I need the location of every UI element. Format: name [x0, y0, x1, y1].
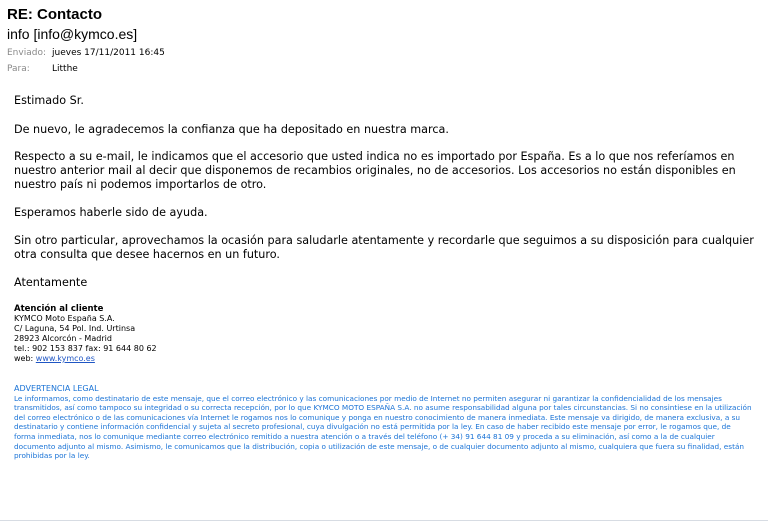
- signature: [14, 304, 157, 364]
- legal-notice: [14, 384, 754, 461]
- sent-value: jueves 17/11/2011 16:45: [52, 48, 165, 58]
- sent-label: Enviado:: [7, 48, 46, 58]
- to-label: Para:: [7, 64, 30, 74]
- signature-company: KYMCO Moto España S.A.: [14, 314, 115, 323]
- signature-web-row: [14, 354, 157, 364]
- website-link[interactable]: www.kymco.es: [35, 354, 95, 363]
- paragraph-2: Respecto a su e-mail, le indicamos que el accesorio que usted indica no es importado por España. Es a lo que nos referíamos en nuestro anterior mail al decir que disponemos de recambios originales, no de accesorios. Los accesorios no están disponibles en nuestro país ni podemos importarlos de otro.: [14, 150, 736, 191]
- closing: Atentamente: [14, 276, 88, 289]
- greeting: Estimado Sr.: [14, 94, 84, 107]
- signature-phone: tel.: 902 153 837 fax: 91 644 80 62: [14, 344, 157, 353]
- email-header: [0, 0, 768, 80]
- paragraph-1: De nuevo, le agradecemos la confianza que ha depositado en nuestra marca.: [14, 123, 449, 136]
- to-value[interactable]: Litthe: [52, 64, 78, 74]
- signature-title: Atención al cliente: [14, 304, 104, 314]
- legal-notice-title: ADVERTENCIA LEGAL: [14, 384, 99, 393]
- email-subject: RE: Contacto: [7, 6, 102, 23]
- email-from[interactable]: info [info@kymco.es]: [7, 26, 138, 42]
- signature-address-line-2: 28923 Alcorcón - Madrid: [14, 334, 112, 343]
- paragraph-4: Sin otro particular, aprovechamos la ocasión para saludarle atentamente y recordarle que seguimos a su disposición para cualquier otra consulta que desee hacernos en un futuro.: [14, 234, 754, 261]
- legal-notice-text: Le informamos, como destinatario de este mensaje, que el correo electrónico y las comunicaciones por medio de Internet no permiten asegurar ni garantizar la confidencialidad de los mensajes transmitidos, así como tampoco su integridad o su correcta recepción, por lo que KYMCO MOTO ESPAÑA S.A. no asume responsabilidad alguna por tales circunstancias. Si no consintiese en la utilización del correo electrónico o de las comunicaciones vía Internet le rogamos nos lo comunique y ponga en nuestro conocimiento de manera inmediata. Este mensaje va dirigido, de manera exclusiva, a su destinatario y contiene información confidencial y sujeta al secreto profesional, cuya divulgación no está permitida por la ley. En caso de haber recibido este mensaje por error, le rogamos que, de forma inmediata, nos lo comunique mediante correo electrónico remitido a nuestra atención o a través del teléfono (+ 34) 91 644 81 09 y proceda a su eliminación, así como a la de cualquier documento adjunto al mismo. Asimismo, le comunicamos que la distribución, copia o utilización de este mensaje, o de cualquier documento adjunto al mismo, cualquiera que fuera su finalidad, están prohibidas por la ley.: [14, 393, 752, 461]
- paragraph-3: Esperamos haberle sido de ayuda.: [14, 206, 208, 219]
- signature-web-label: web:: [14, 354, 34, 363]
- bottom-divider: [0, 520, 768, 521]
- signature-address-line-1: C/ Laguna, 54 Pol. Ind. Urtinsa: [14, 324, 136, 333]
